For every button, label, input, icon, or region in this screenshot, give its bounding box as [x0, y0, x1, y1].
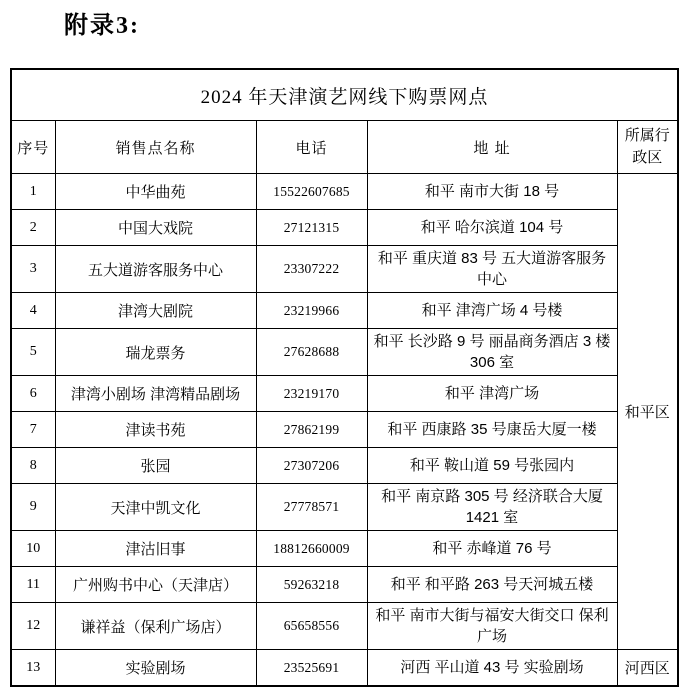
column-header-phone: 电话	[256, 121, 367, 174]
ticket-outlets-table	[10, 68, 679, 687]
table-row	[11, 531, 678, 567]
cell-phone: 27628688	[256, 329, 367, 376]
cell-name: 实验剧场	[55, 650, 256, 687]
table-body	[11, 69, 678, 686]
table-row	[11, 484, 678, 531]
cell-name: 广州购书中心（天津店）	[55, 567, 256, 603]
cell-phone: 23307222	[256, 246, 367, 293]
cell-address: 和平 重庆道 83 号 五大道游客服务中心	[367, 246, 617, 293]
cell-name: 五大道游客服务中心	[55, 246, 256, 293]
table-row	[11, 650, 678, 687]
cell-name: 津读书苑	[55, 412, 256, 448]
cell-name: 津湾大剧院	[55, 293, 256, 329]
cell-address: 和平 鞍山道 59 号张园内	[367, 448, 617, 484]
column-header-name: 销售点名称	[55, 121, 256, 174]
table-row	[11, 567, 678, 603]
page-title: 附录3:	[64, 13, 140, 39]
cell-name: 中国大戏院	[55, 210, 256, 246]
table-row	[11, 174, 678, 210]
cell-index: 3	[11, 246, 55, 293]
cell-index: 2	[11, 210, 55, 246]
table-row	[11, 412, 678, 448]
cell-district: 和平区	[617, 174, 678, 650]
cell-address: 和平 赤峰道 76 号	[367, 531, 617, 567]
cell-address: 和平 南市大街与福安大街交口 保利广场	[367, 603, 617, 650]
cell-index: 1	[11, 174, 55, 210]
table-row	[11, 448, 678, 484]
cell-index: 5	[11, 329, 55, 376]
cell-name: 瑞龙票务	[55, 329, 256, 376]
cell-phone: 59263218	[256, 567, 367, 603]
cell-index: 4	[11, 293, 55, 329]
cell-address: 和平 津湾广场	[367, 376, 617, 412]
cell-address: 和平 哈尔滨道 104 号	[367, 210, 617, 246]
cell-phone: 27307206	[256, 448, 367, 484]
cell-index: 9	[11, 484, 55, 531]
cell-phone: 65658556	[256, 603, 367, 650]
table-row	[11, 293, 678, 329]
cell-index: 11	[11, 567, 55, 603]
table-title: 2024 年天津演艺网线下购票网点	[11, 69, 678, 121]
cell-index: 12	[11, 603, 55, 650]
cell-name: 中华曲苑	[55, 174, 256, 210]
cell-phone: 27121315	[256, 210, 367, 246]
cell-address: 河西 平山道 43 号 实验剧场	[367, 650, 617, 687]
column-header-index: 序号	[11, 121, 55, 174]
cell-phone: 27862199	[256, 412, 367, 448]
cell-name: 谦祥益（保利广场店）	[55, 603, 256, 650]
cell-index: 10	[11, 531, 55, 567]
cell-name: 张园	[55, 448, 256, 484]
ticket-outlets-table-wrapper	[10, 68, 679, 687]
cell-address: 和平 南市大街 18 号	[367, 174, 617, 210]
cell-index: 8	[11, 448, 55, 484]
table-row	[11, 246, 678, 293]
cell-index: 6	[11, 376, 55, 412]
cell-district: 河西区	[617, 650, 678, 687]
cell-phone: 23219170	[256, 376, 367, 412]
table-row	[11, 329, 678, 376]
column-header-district: 所属行政区	[617, 121, 678, 174]
column-header-address: 地 址	[367, 121, 617, 174]
cell-index: 7	[11, 412, 55, 448]
cell-phone: 15522607685	[256, 174, 367, 210]
cell-phone: 18812660009	[256, 531, 367, 567]
cell-phone: 23525691	[256, 650, 367, 687]
cell-address: 和平 和平路 263 号天河城五楼	[367, 567, 617, 603]
table-header-row	[11, 121, 678, 174]
table-row	[11, 603, 678, 650]
cell-phone: 27778571	[256, 484, 367, 531]
cell-address: 和平 津湾广场 4 号楼	[367, 293, 617, 329]
cell-address: 和平 南京路 305 号 经济联合大厦 1421 室	[367, 484, 617, 531]
cell-address: 和平 西康路 35 号康岳大厦一楼	[367, 412, 617, 448]
cell-name: 津湾小剧场 津湾精品剧场	[55, 376, 256, 412]
cell-phone: 23219966	[256, 293, 367, 329]
table-row	[11, 210, 678, 246]
cell-name: 津沽旧事	[55, 531, 256, 567]
cell-index: 13	[11, 650, 55, 687]
table-row	[11, 376, 678, 412]
cell-address: 和平 长沙路 9 号 丽晶商务酒店 3 楼 306 室	[367, 329, 617, 376]
cell-name: 天津中凯文化	[55, 484, 256, 531]
table-title-row	[11, 69, 678, 121]
